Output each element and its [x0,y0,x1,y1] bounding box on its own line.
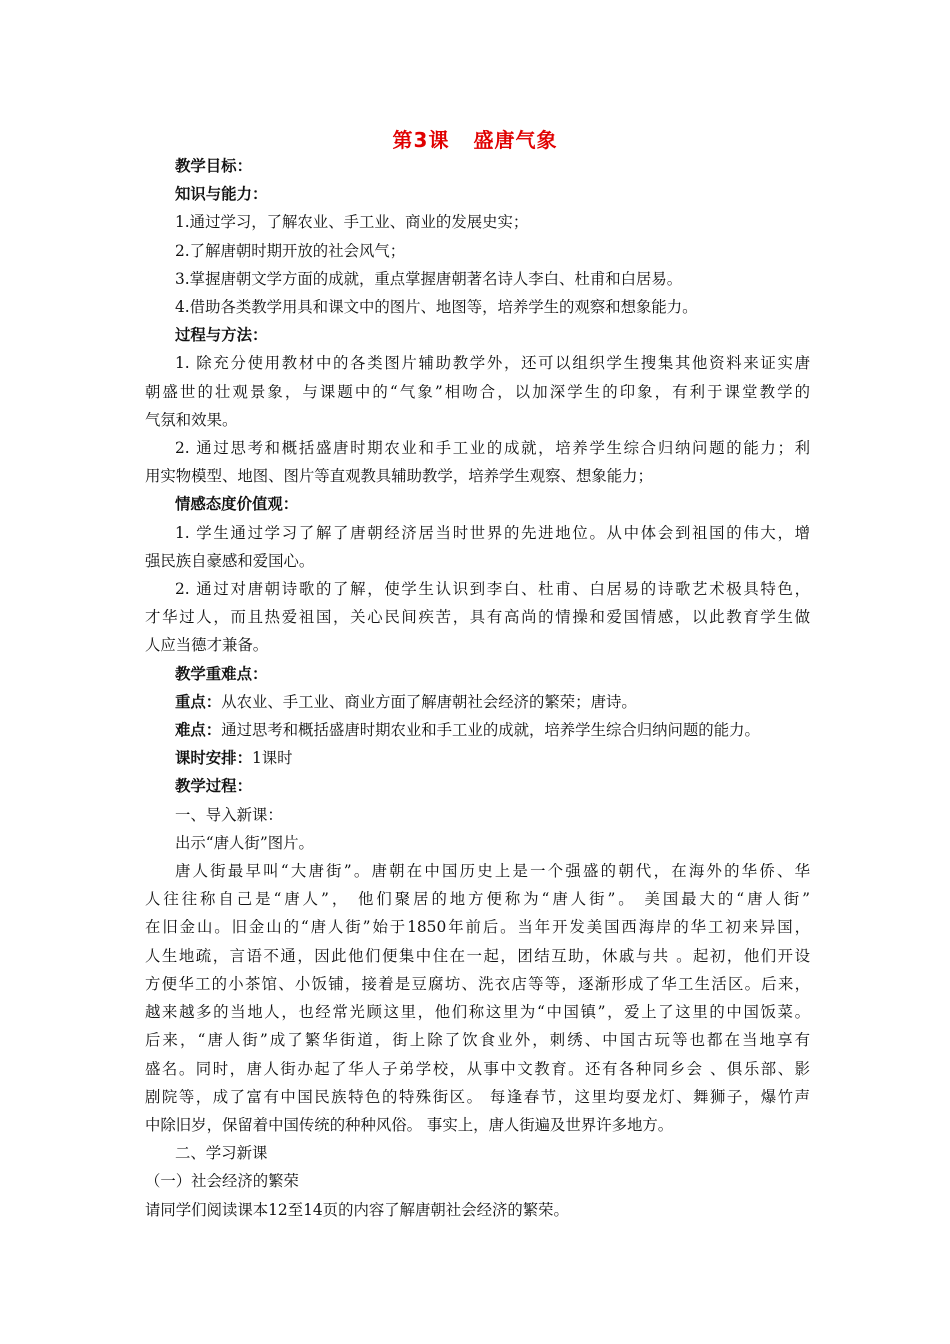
lesson-name: 盛唐气象 [473,128,558,152]
knowledge-heading: 知识与能力： [175,185,268,204]
paragraph-line: 盛名。同时，唐人街办起了华人子弟学校，从事中文教育。还有各种同乡会 、俱乐部、影 [145,1059,810,1078]
paragraph-line: 在旧金山。旧金山的“唐人街”始于1850年前后。当年开发美国西海岸的华工初来异国， [145,918,810,937]
difficult-text: 通过思考和概括盛唐时期农业和手工业的成就，培养学生综合归纳问题的能力。 [221,721,760,740]
knowledge-item: 3.掌握唐朝文学方面的成就，重点掌握唐朝著名诗人李白、杜甫和白居易。 [175,269,683,288]
subsection-text: 请同学们阅读课本12至14页的内容了解唐朝社会经济的繁荣。 [145,1200,569,1219]
paragraph-line: 1. 学生通过学习了解了唐朝经济居当时世界的先进地位。从中体会到祖国的伟大，增 [175,523,810,542]
paragraph-line: 气氛和效果。 [145,410,238,429]
paragraph-line: 剧院等，成了富有中国民族特色的特殊街区。 每逢春节，这里均耍龙灯、舞狮子，爆竹声 [145,1087,810,1106]
paragraph-line: 人应当德才兼备。 [145,636,269,655]
key-text: 从农业、手工业、商业方面了解唐朝社会经济的繁荣；唐诗。 [221,692,637,711]
intro-show: 出示“唐人街”图片。 [175,833,314,852]
difficult-label: 难点： [175,721,222,740]
emotion-heading: 情感态度价值观： [175,495,299,514]
paragraph-line: 后来，“唐人街”成了繁华街道，街上除了饮食业外，刺绣、中国古玩等也都在当地享有 [145,1031,810,1050]
paragraph-line: 强民族自豪感和爱国心。 [145,551,315,570]
key-point-line [145,688,810,716]
document-body [145,152,810,1224]
goals-heading: 教学目标： [175,157,252,175]
paragraph-line: 2. 通过对唐朝诗歌的了解，使学生认识到李白、杜甫、白居易的诗歌艺术极具特色， [175,580,810,599]
schedule-text: 1课时 [251,749,293,768]
paragraph-line: 中除旧岁，保留着中国传统的种种风俗。 事实上，唐人街遍及世界许多地方。 [145,1115,674,1134]
difficult-point-line [145,716,810,744]
schedule-label: 课时安排： [175,749,252,768]
knowledge-item: 4.借助各类教学用具和课文中的图片、地图等，培养学生的观察和想象能力。 [175,298,698,317]
subsection-heading: （一）社会经济的繁荣 [145,1172,299,1191]
procedure-heading: 教学过程： [175,777,252,796]
knowledge-item: 2.了解唐朝时期开放的社会风气； [175,241,406,260]
intro-heading: 一、导入新课： [175,805,283,824]
paragraph-line: 2. 通过思考和概括盛唐时期农业和手工业的成就，培养学生综合归纳问题的能力；利 [175,439,810,458]
paragraph-line: 才华过人，而且热爱祖国，关心民间疾苦，具有高尚的情操和爱国情感，以此教育学生做 [145,608,810,627]
new-lesson-heading: 二、学习新课 [175,1144,268,1163]
paragraph-line: 朝盛世的壮观景象，与课题中的“气象”相吻合，以加深学生的印象，有利于课堂教学的 [145,382,810,401]
paragraph-line: 1. 除充分使用教材中的各类图片辅助教学外，还可以组织学生搜集其他资料来证实唐 [175,354,810,373]
schedule-line [145,744,810,772]
page-title [0,124,950,153]
knowledge-item: 1.通过学习，了解农业、手工业、商业的发展史实； [175,213,529,232]
paragraph-line: 人生地疏，言语不通，因此他们便集中住在一起，团结互助，休戚与共 。起初，他们开设 [145,946,810,965]
paragraph-line: 唐人街最早叫“大唐街”。唐朝在中国历史上是一个强盛的朝代，在海外的华侨、华 [175,862,810,881]
paragraph-line: 方便华工的小茶馆、小饭铺，接着是豆腐坊、洗衣店等等，逐渐形成了华工生活区。后来， [145,974,810,993]
key-label: 重点： [175,692,222,711]
paragraph-line: 越来越多的当地人，也经常光顾这里，他们称这里为“中国镇”，爱上了这里的中国饭菜。 [145,1003,810,1022]
paragraph-line: 人往往称自己是“唐人”， 他们聚居的地方便称为“唐人街”。 美国最大的“唐人街” [145,890,810,909]
keypoints-heading: 教学重难点： [175,664,268,683]
process-heading: 过程与方法： [175,326,268,345]
paragraph-line: 用实物模型、地图、图片等直观教具辅助教学，培养学生观察、想象能力； [145,467,653,486]
lesson-number: 第3课 [392,128,450,152]
